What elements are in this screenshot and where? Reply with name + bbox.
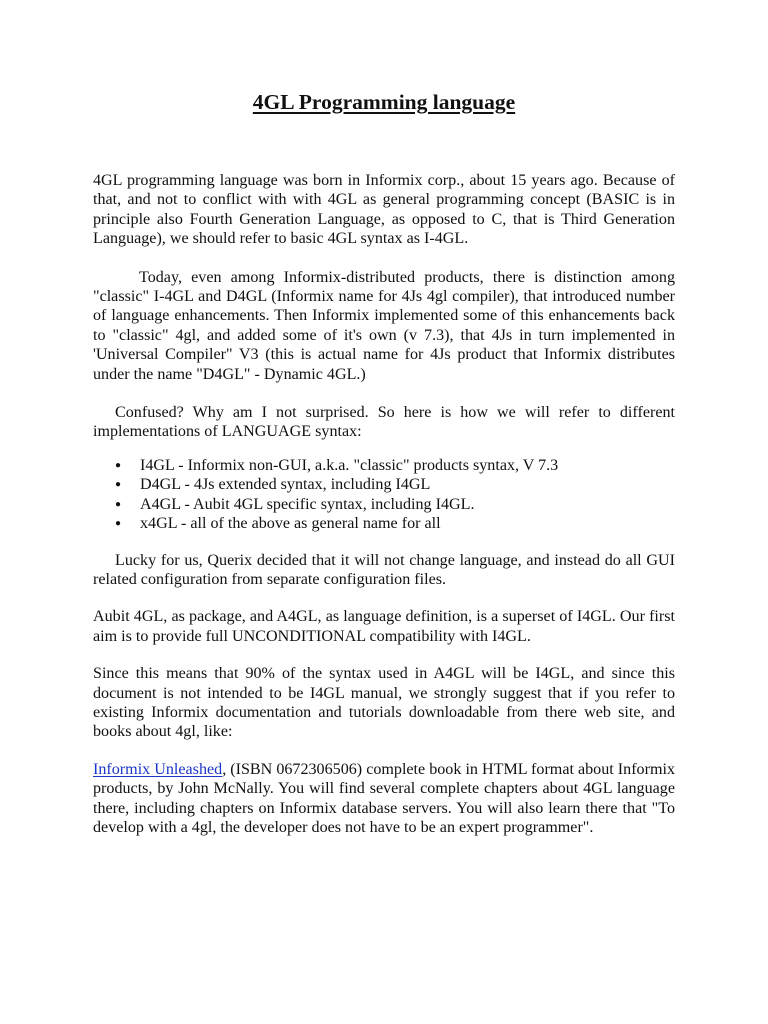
bullet-icon: ●	[115, 498, 122, 510]
paragraph-since: Since this means that 90% of the syntax used in A4GL will be I4GL, and since this document is not intended to be I4GL manual, we strongly suggest that if you refer to existing Informix documentation and tutorials downloadable from there web site, and books about 4gl, like:	[93, 665, 675, 741]
list-item-text: x4GL - all of the above as general name for all	[140, 515, 441, 533]
paragraph-unleashed-text: , (ISBN 0672306506) complete book in HTML format about Informix products, by John McNally. You will find several complete chapters about 4GL language there, including chapters on Informix database servers. You will also learn there that "To develop with a 4gl, the developer does not have to be an expert programmer".	[93, 760, 675, 836]
paragraph-aubit: Aubit 4GL, as package, and A4GL, as language definition, is a superset of I4GL. Our first aim is to provide full UNCONDITIONAL compatibility with I4GL.	[93, 608, 675, 645]
list-item-text: I4GL - Informix non-GUI, a.k.a. "classic" products syntax, V 7.3	[140, 456, 559, 474]
list-item	[93, 456, 675, 475]
paragraph-querix: Lucky for us, Querix decided that it will not change language, and instead do all GUI related configuration from separate configuration files.	[93, 551, 675, 588]
document-body	[93, 171, 675, 837]
paragraph-confused: Confused? Why am I not surprised. So here is how we will refer to different implementations of LANGUAGE syntax:	[93, 404, 675, 441]
syntax-list	[93, 456, 675, 534]
bullet-icon: ●	[115, 518, 122, 530]
bullet-icon: ●	[115, 479, 122, 491]
paragraph-unleashed	[93, 760, 675, 838]
list-item-text: A4GL - Aubit 4GL specific syntax, including I4GL.	[140, 495, 475, 513]
list-item-text: D4GL - 4Js extended syntax, including I4GL	[140, 476, 431, 494]
paragraph-intro: 4GL programming language was born in Informix corp., about 15 years ago. Because of that, and not to conflict with with 4GL as general programming concept (BASIC is in principle also Fourth Generation Language, as opposed to C, that is Third Generation Language), we should refer to basic 4GL syntax as I-4GL.	[93, 172, 675, 248]
paragraph-today: Today, even among Informix-distributed products, there is distinction among "classic" I-4GL and D4GL (Informix name for 4Js 4gl compiler), that introduced number of language enhancements. Then Informix implemented some of this enhancements back to "classic" 4gl, and added some of it's own (v 7.3), that 4Js in turn implemented in 'Universal Compiler" V3 (this is actual name for 4Js product that Informix distributes under the name "D4GL" - Dynamic 4GL.)	[93, 268, 675, 383]
page-title	[93, 88, 675, 116]
informix-unleashed-link[interactable]: Informix Unleashed	[93, 760, 223, 778]
list-item	[93, 495, 675, 514]
list-item	[93, 475, 675, 494]
bullet-icon: ●	[115, 459, 122, 471]
list-item	[93, 514, 675, 533]
page-title-text: 4GL Programming language	[252, 90, 516, 114]
